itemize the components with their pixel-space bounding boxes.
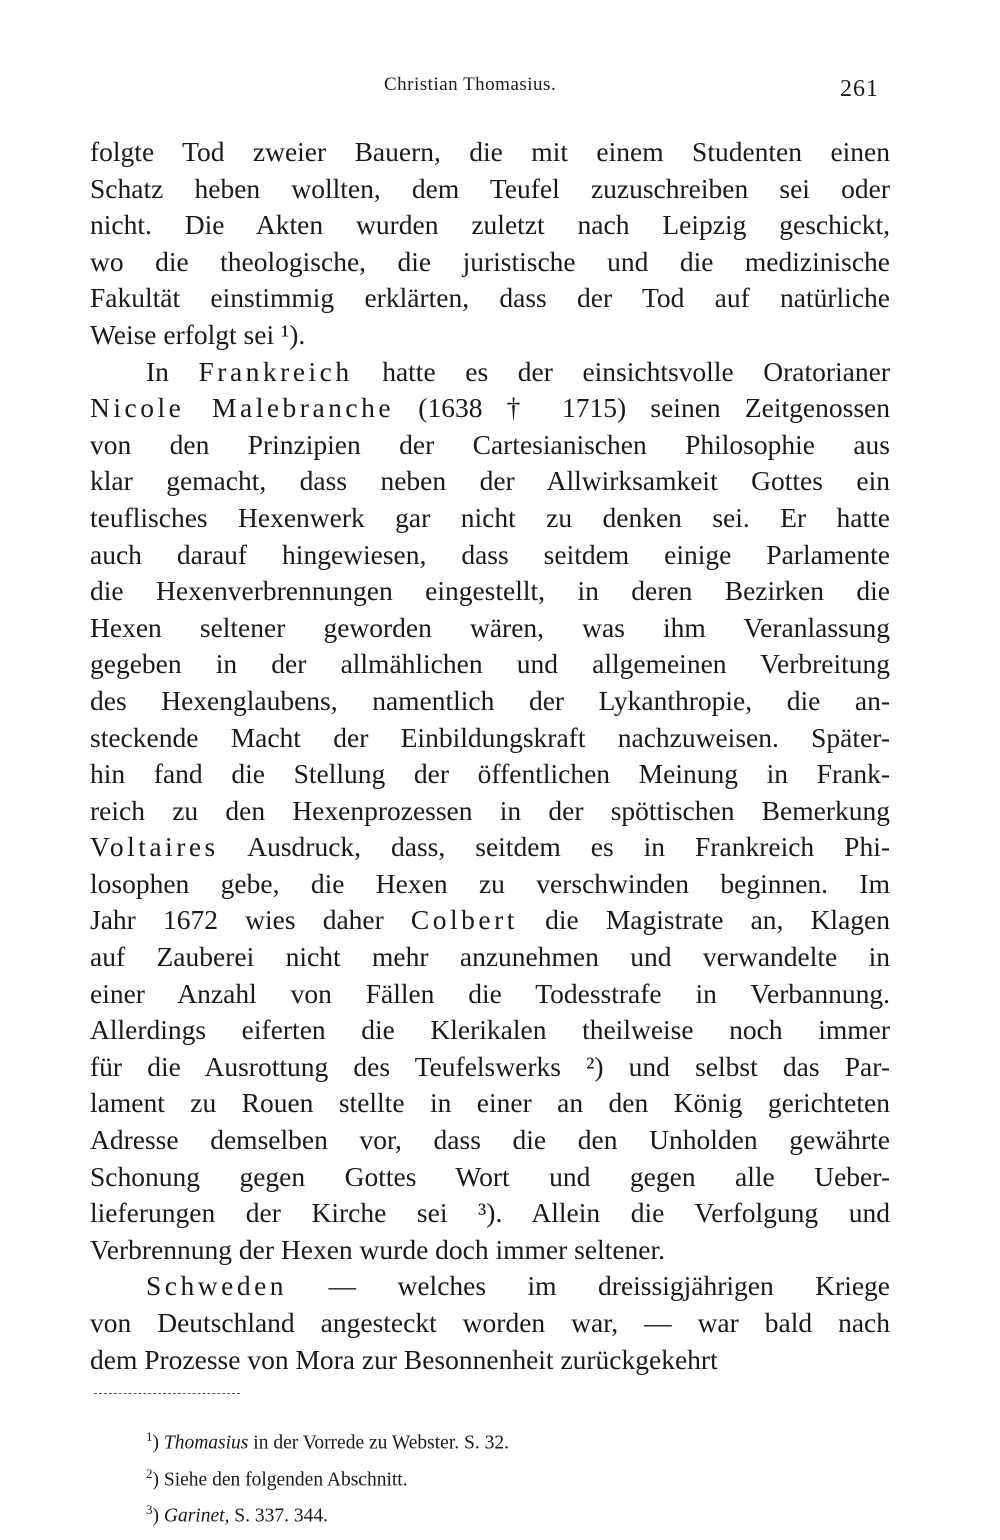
spaced-name: Frankreich bbox=[198, 355, 353, 387]
page-header bbox=[0, 74, 1000, 104]
spaced-name: Schweden bbox=[146, 1270, 288, 1302]
spaced-name: Colbert bbox=[410, 904, 518, 936]
text-line bbox=[90, 1122, 890, 1159]
text-segment: des Hexenglaubens, namentlich der Lykanthropie, die an- bbox=[90, 684, 890, 716]
footnote-mark: 2 bbox=[146, 1465, 153, 1481]
text-line bbox=[90, 756, 890, 793]
text-line bbox=[90, 1085, 890, 1122]
page-number: 261 bbox=[840, 76, 879, 102]
text-segment: (1638 † 1715) seinen Zeitgenossen bbox=[394, 392, 890, 424]
text-segment: von den Prinzipien der Cartesianischen Philosophie aus bbox=[90, 428, 890, 460]
text-line bbox=[90, 1012, 890, 1049]
text-segment: klar gemacht, dass neben der Allwirksamkeit Gottes ein bbox=[90, 465, 890, 497]
footnote-separator bbox=[94, 1393, 240, 1394]
text-segment: gegeben in der allmählichen und allgemeinen Verbreitung bbox=[90, 648, 890, 680]
text-segment: teuflisches Hexenwerk gar nicht zu denken sei. Er hatte bbox=[90, 501, 890, 533]
text-segment: Weise erfolgt sei ¹). bbox=[90, 318, 306, 350]
text-line bbox=[90, 1305, 890, 1342]
text-segment: Ausdruck, dass, seitdem es in Frankreich Phi- bbox=[218, 831, 890, 863]
spaced-name: Nicole Malebranche bbox=[90, 392, 395, 424]
text-line bbox=[90, 1342, 890, 1379]
footnote-paren: ) bbox=[152, 1505, 164, 1527]
text-segment: nicht. Die Akten wurden zuletzt nach Leipzig geschickt, bbox=[90, 209, 890, 241]
footnote bbox=[146, 1495, 846, 1532]
text-line bbox=[90, 171, 890, 208]
footnotes bbox=[146, 1422, 846, 1532]
text-segment: auch darauf hingewiesen, dass seitdem einige Parlamente bbox=[90, 538, 890, 570]
text-segment: einer Anzahl von Fällen die Todesstrafe in Verbannung. bbox=[90, 977, 890, 1009]
text-line bbox=[90, 610, 890, 647]
text-line bbox=[90, 500, 890, 537]
text-line bbox=[90, 280, 890, 317]
text-line bbox=[90, 646, 890, 683]
text-segment: reich zu den Hexenprozessen in der spöttischen Bemerkung bbox=[90, 794, 890, 826]
text-line bbox=[90, 134, 890, 171]
text-line bbox=[90, 354, 890, 391]
text-segment: Hexen seltener geworden wären, was ihm Veranlassung bbox=[90, 611, 890, 643]
body-text bbox=[90, 134, 890, 1378]
text-line bbox=[90, 902, 890, 939]
text-line bbox=[90, 244, 890, 281]
text-line bbox=[90, 317, 890, 354]
text-segment: In bbox=[146, 355, 199, 387]
text-segment: folgte Tod zweier Bauern, die mit einem Studenten einen bbox=[90, 136, 890, 167]
footnote-paren: ) bbox=[152, 1469, 164, 1490]
text-line bbox=[90, 1159, 890, 1196]
text-segment: steckende Macht der Einbildungskraft nachzuweisen. Später- bbox=[90, 721, 890, 753]
text-segment: Schatz heben wollten, dem Teufel zuzuschreiben sei oder bbox=[90, 172, 890, 204]
text-segment: von Deutschland angesteckt worden war, — war bald nach bbox=[90, 1307, 890, 1338]
text-line bbox=[90, 1232, 890, 1269]
text-line bbox=[90, 683, 890, 720]
running-title: Christian Thomasius. bbox=[384, 74, 557, 95]
text-line bbox=[90, 463, 890, 500]
footnote bbox=[146, 1422, 846, 1459]
text-segment: hatte es der einsichtsvolle Oratorianer bbox=[352, 355, 890, 387]
text-line bbox=[90, 866, 890, 903]
text-segment: die Magistrate an, Klagen bbox=[517, 904, 890, 936]
text-segment: Fakultät einstimmig erklärten, dass der Tod auf natürliche bbox=[90, 282, 890, 314]
text-line bbox=[90, 390, 890, 427]
text-segment: wo die theologische, die juristische und die medizinische bbox=[90, 245, 890, 277]
text-line bbox=[90, 1049, 890, 1086]
footnote-author: Thomasius bbox=[163, 1432, 249, 1454]
text-segment: Jahr 1672 wies daher bbox=[90, 904, 411, 936]
text-segment: — welches im dreissigjährigen Kriege bbox=[287, 1270, 890, 1302]
text-line bbox=[90, 1195, 890, 1232]
text-segment: die Hexenverbrennungen eingestellt, in deren Bezirken die bbox=[90, 575, 890, 607]
text-line bbox=[90, 793, 890, 830]
text-segment: Schonung gegen Gottes Wort und gegen alle Ueber- bbox=[90, 1160, 890, 1192]
text-segment: auf Zauberei nicht mehr anzunehmen und verwandelte in bbox=[90, 941, 890, 973]
text-segment: lament zu Rouen stellte in einer an den König gerichteten bbox=[90, 1087, 890, 1119]
footnote-text: Siehe den folgenden Abschnitt. bbox=[163, 1469, 408, 1490]
footnote-mark: 3 bbox=[146, 1502, 153, 1517]
text-segment: Verbrennung der Hexen wurde doch immer seltener. bbox=[90, 1233, 666, 1265]
text-line bbox=[90, 976, 890, 1013]
spaced-name: Voltaires bbox=[90, 831, 219, 863]
footnote-paren: ) bbox=[152, 1432, 164, 1454]
footnote-text: in der Vorrede zu Webster. S. 32. bbox=[248, 1432, 509, 1454]
text-segment: dem Prozesse von Mora zur Besonnenheit zurückgekehrt bbox=[90, 1343, 718, 1375]
footnote-author: Garinet, bbox=[163, 1505, 230, 1527]
text-line bbox=[90, 427, 890, 464]
text-segment: hin fand die Stellung der öffentlichen Meinung in Frank- bbox=[90, 758, 890, 790]
text-line bbox=[90, 573, 890, 610]
footnote bbox=[146, 1459, 846, 1496]
text-line bbox=[90, 207, 890, 244]
text-segment: für die Ausrottung des Teufelswerks ²) und selbst das Par- bbox=[90, 1050, 890, 1082]
footnote-text: S. 337. 344. bbox=[229, 1505, 329, 1527]
text-line bbox=[90, 939, 890, 976]
text-segment: losophen gebe, die Hexen zu verschwinden beginnen. Im bbox=[90, 867, 890, 899]
text-segment: lieferungen der Kirche sei ³). Allein die Verfolgung und bbox=[90, 1197, 890, 1229]
text-line bbox=[90, 1268, 890, 1305]
text-segment: Adresse demselben vor, dass die den Unholden gewährte bbox=[90, 1124, 890, 1156]
text-line bbox=[90, 720, 890, 757]
text-segment: Allerdings eiferten die Klerikalen theilweise noch immer bbox=[90, 1014, 890, 1046]
footnote-mark: 1 bbox=[146, 1429, 153, 1444]
text-line bbox=[90, 829, 890, 866]
text-line bbox=[90, 537, 890, 574]
